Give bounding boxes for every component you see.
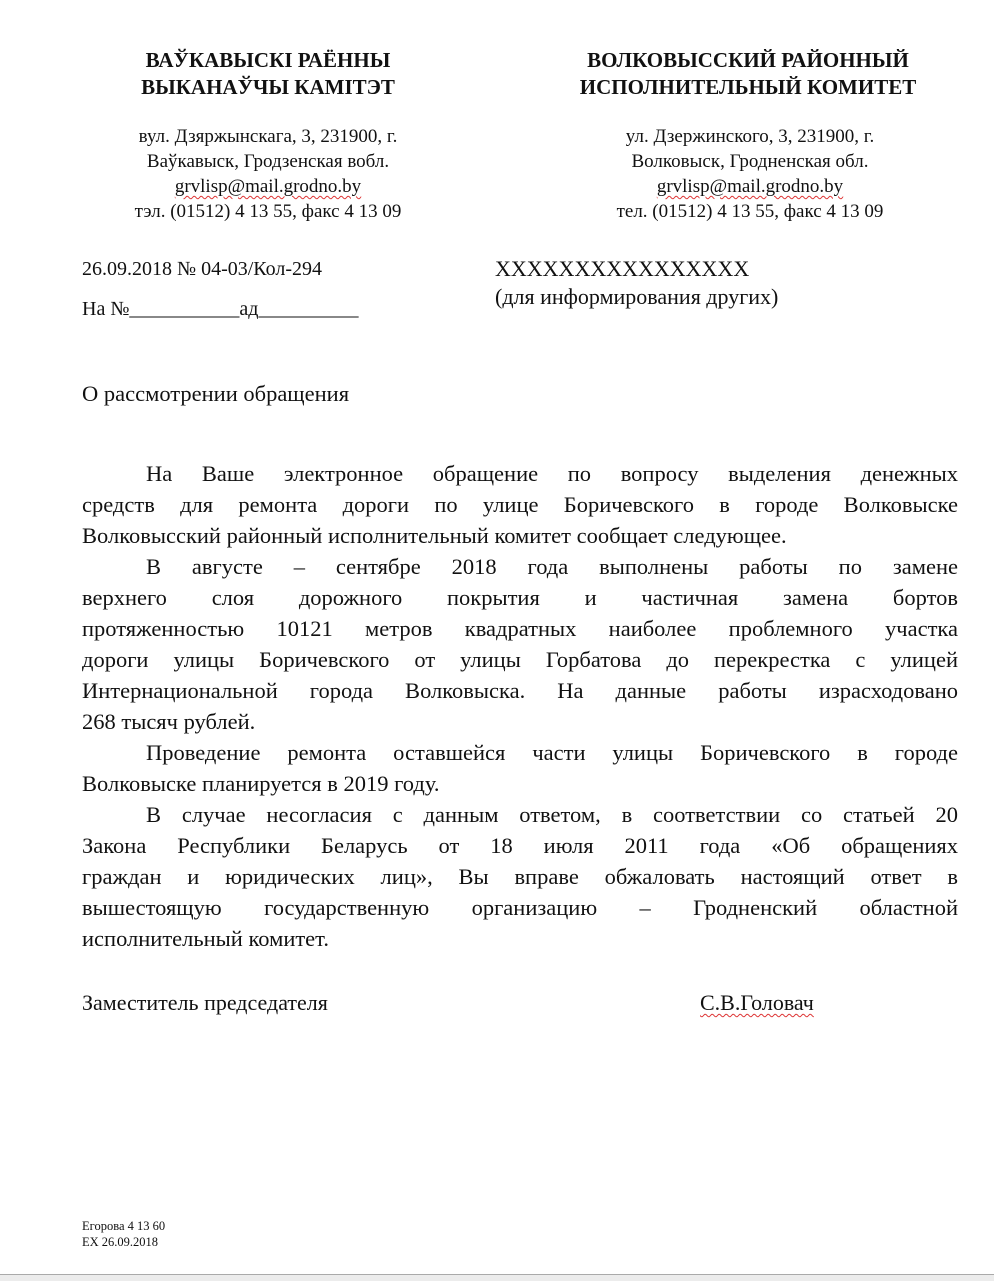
text-line: Интернациональной города Волковыска. На данные работы израсходовано bbox=[82, 678, 958, 703]
header-by-address bbox=[58, 124, 478, 224]
text-line: В августе – сентябре 2018 года выполнены работы по замене bbox=[146, 554, 958, 579]
header-ru-title bbox=[538, 47, 958, 101]
text-line: верхнего слоя дорожного покрытия и частичная замена бортов bbox=[82, 585, 958, 610]
recipient bbox=[495, 255, 778, 311]
recipient-note: (для информирования других) bbox=[495, 284, 779, 309]
paragraph bbox=[82, 458, 958, 551]
text-line: В случае несогласия с данным ответом, в соответствии со статьей 20 bbox=[146, 802, 958, 827]
signature-name: С.В.Головач bbox=[700, 990, 814, 1015]
phone-line: тэл. (01512) 4 13 55, факс 4 13 09 bbox=[134, 201, 402, 222]
header-ru-address bbox=[540, 124, 960, 224]
header-line: ИСПОЛНИТЕЛЬНЫЙ КОМИТЕТ bbox=[579, 75, 917, 99]
address-line: вул. Дзяржынскага, 3, 231900, г. bbox=[138, 126, 398, 147]
signature-position: Заместитель председателя bbox=[82, 990, 328, 1015]
text-line: дороги улицы Боричевского от улицы Горбатова до перекрестка с улицей bbox=[82, 647, 958, 672]
text-line: На Ваше электронное обращение по вопросу выделения денежных bbox=[146, 461, 958, 486]
footer-executor: Егорова 4 13 60 bbox=[82, 1219, 166, 1233]
address-line: Волковыск, Гродненская обл. bbox=[631, 151, 869, 172]
text-line: Волковысский районный исполнительный комитет сообщает следующее. bbox=[82, 523, 787, 548]
reference-line: На №___________ад__________ bbox=[82, 298, 359, 320]
phone-line: тел. (01512) 4 13 55, факс 4 13 09 bbox=[616, 201, 884, 222]
text-line: исполнительный комитет. bbox=[82, 926, 329, 951]
paragraph bbox=[82, 799, 958, 954]
text-line: Проведение ремонта оставшейся части улицы Боричевского в городе bbox=[146, 740, 958, 765]
header-line: ВЫКАНАЎЧЫ КАМІТЭТ bbox=[141, 75, 395, 99]
recipient-name: XXXXXXXXXXXXXXXX bbox=[495, 256, 750, 281]
email-text: grvlisp@mail.grodno.by bbox=[656, 176, 844, 197]
text-line: вышестоящую государственную организацию – Гродненский областной bbox=[82, 895, 958, 920]
text-line: протяженностью 10121 метров квадратных наиболее проблемного участка bbox=[82, 616, 958, 641]
subject: О рассмотрении обращения bbox=[82, 381, 350, 406]
address-line: ул. Дзержинского, 3, 231900, г. bbox=[625, 126, 875, 147]
paragraph bbox=[82, 737, 958, 799]
address-line: Ваўкавыск, Гродзенская вобл. bbox=[146, 151, 390, 172]
paragraph bbox=[82, 551, 958, 737]
text-line: Волковыске планируется в 2019 году. bbox=[82, 771, 440, 796]
text-line: 268 тысяч рублей. bbox=[82, 709, 256, 734]
header-line: ВОЛКОВЫССКИЙ РАЙОННЫЙ bbox=[587, 48, 909, 72]
email-text: grvlisp@mail.grodno.by bbox=[174, 176, 362, 197]
text-line: Закона Республики Беларусь от 18 июля 2011 года «Об обращениях bbox=[82, 833, 958, 858]
footer-mark: ЕХ 26.09.2018 bbox=[82, 1235, 159, 1249]
text-line: средств для ремонта дороги по улице Боричевского в городе Волковыске bbox=[82, 492, 958, 517]
text-line: граждан и юридических лиц», Вы вправе обжаловать настоящий ответ в bbox=[82, 864, 958, 889]
header-line: ВАЎКАВЫСКІ РАЁННЫ bbox=[145, 48, 391, 72]
registration-number: 26.09.2018 № 04-03/Кол-294 bbox=[82, 258, 323, 280]
header-by-title bbox=[58, 47, 478, 101]
letter-body bbox=[82, 458, 958, 954]
